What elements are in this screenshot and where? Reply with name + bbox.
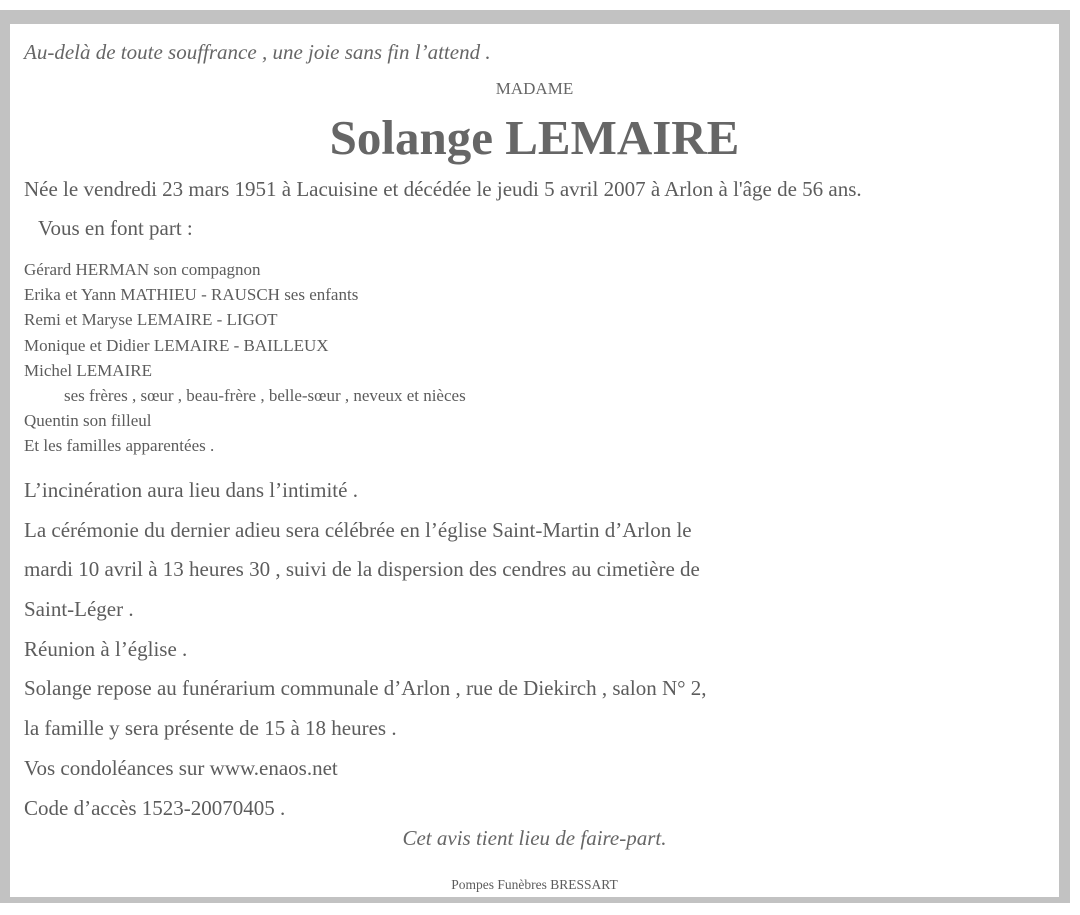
detail-line: L’incinération aura lieu dans l’intimité .	[24, 478, 358, 502]
birth-death-line: Née le vendredi 23 mars 1951 à Lacuisine et décédée le jeudi 5 avril 2007 à Arlon à l'âge de 56 ans.	[24, 177, 862, 201]
family-member: Gérard HERMAN son compagnon	[24, 260, 261, 279]
family-member: Michel LEMAIRE	[24, 360, 152, 380]
death-notice	[10, 24, 1059, 897]
family-member: Monique et Didier LEMAIRE - BAILLEUX	[24, 335, 329, 355]
family-member: Quentin son filleul	[24, 411, 152, 431]
detail-line: Saint-Léger .	[24, 597, 134, 622]
family-list	[24, 257, 466, 459]
funeral-home: Pompes Funèbres BRESSART	[451, 877, 618, 892]
notice-border	[0, 10, 1070, 903]
ceremony-details	[24, 471, 707, 828]
announcement-line: Vous en font part :	[38, 216, 193, 240]
detail-line: la famille y sera présente de 15 à 18 heures .	[24, 716, 397, 741]
family-member: ses frères , sœur , beau-frère , belle-sœur , neveux et nièces	[64, 385, 466, 405]
detail-line: Solange repose au funérarium communale d’Arlon , rue de Diekirch , salon N° 2,	[24, 676, 707, 701]
family-member: Et les familles apparentées .	[24, 436, 215, 456]
epigraph: Au-delà de toute souffrance , une joie sans fin l’attend .	[24, 40, 491, 64]
closing-statement: Cet avis tient lieu de faire-part.	[402, 826, 667, 850]
honorific: MADAME	[495, 79, 574, 98]
family-member: Remi et Maryse LEMAIRE - LIGOT	[24, 310, 278, 330]
detail-line: Code d’accès 1523-20070405 .	[24, 795, 286, 820]
detail-line: La cérémonie du dernier adieu sera célébrée en l’église Saint-Martin d’Arlon le	[24, 517, 692, 542]
detail-line: Réunion à l’église .	[24, 636, 188, 661]
deceased-name: Solange LEMAIRE	[329, 110, 740, 165]
detail-line: mardi 10 avril à 13 heures 30 , suivi de la dispersion des cendres au cimetière de	[24, 557, 700, 582]
family-member: Erika et Yann MATHIEU - RAUSCH ses enfants	[24, 285, 359, 305]
detail-line: Vos condoléances sur www.enaos.net	[24, 755, 338, 780]
